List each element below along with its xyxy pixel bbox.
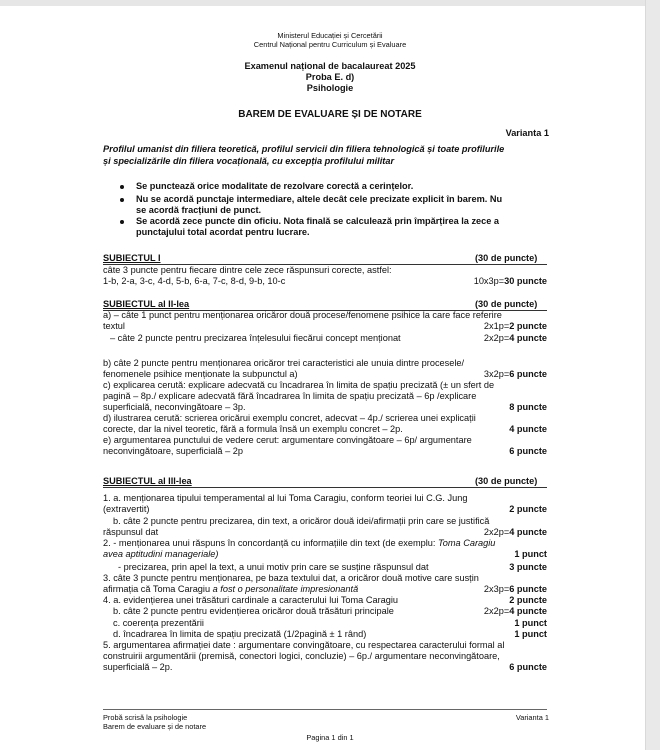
s3-3-line-2: afirmația că Toma Caragiu a fost o personalitate impresionantă — [103, 584, 359, 594]
s2-a-line-3: – câte 2 puncte pentru precizarea înțelesului fiecărui concept menționat — [110, 333, 401, 343]
subject-3-title: SUBIECTUL al III-lea — [103, 476, 192, 486]
rule-2-line-2: se acordă fracțiuni de punct. — [136, 205, 262, 215]
s3-5-line-3: superficială – 2p. — [103, 662, 173, 672]
footer-rule — [103, 709, 547, 710]
footer-variant: Varianta 1 — [515, 713, 549, 722]
page-number: Pagina 1 din 1 — [306, 733, 354, 742]
s2-a-line-2: textul — [103, 321, 125, 331]
s3-2-line-2: avea aptitudini manageriale) — [103, 549, 219, 559]
bullet-2 — [120, 198, 124, 202]
s3-2-score-1: 1 punct — [514, 549, 547, 559]
s3-3-line-1: 3. câte 3 puncte pentru menționarea, pe baza textului dat, a oricăror două motive care susțin — [103, 573, 479, 583]
s3-2-score-2: 3 puncte — [509, 562, 547, 572]
rule-3-line-1: Se acordă zece puncte din oficiu. Nota finală se calculează prin împărțirea la zece a — [136, 216, 500, 226]
s3-1a-line-2: (extravertit) — [103, 504, 150, 514]
s2-b-line-1: b) câte 2 puncte pentru menționarea oricăror trei caracteristici ale unuia dintre procesele/ — [103, 358, 465, 368]
bullet-1 — [120, 185, 124, 189]
subject-3-rule — [103, 487, 547, 488]
subject-3-points: (30 de puncte) — [475, 476, 538, 486]
s1-score: 10x3p=30 puncte — [473, 276, 547, 286]
s3-4b-line: b. câte 2 puncte pentru evidențierea oricăror două trăsături principale — [113, 606, 394, 616]
s2-a-score-2: 2x2p=4 puncte — [483, 333, 547, 343]
footer-left-1: Probă scrisă la psihologie — [103, 713, 188, 722]
s3-1a-score: 2 puncte — [509, 504, 547, 514]
s3-4c-line: c. coerența prezentării — [113, 618, 204, 628]
ministry-line: Ministerul Educației și Cercetării — [277, 31, 383, 40]
s3-5-score: 6 puncte — [509, 662, 547, 672]
footer-left-2: Barem de evaluare și de notare — [103, 722, 207, 731]
s3-1b-line-2: răspunsul dat — [103, 527, 159, 537]
s3-2-line-3: - precizarea, prin apel la text, a unui motiv prin care se susține răspunsul dat — [118, 562, 429, 572]
s2-d-line-2: corecte, dar la nivel teoretic, fără a formula însă un exemplu concret – 2p. — [103, 424, 403, 434]
s2-e-score: 6 puncte — [509, 446, 547, 456]
s1-line-1: câte 3 puncte pentru fiecare dintre cele zece răspunsuri corecte, astfel: — [103, 265, 392, 275]
profile-line-1: Profilul umanist din filiera teoretică, profilul servicii din filiera tehnologică și toate profilurile — [103, 144, 505, 154]
exam-title: Examenul național de bacalaureat 2025 — [244, 61, 416, 71]
s3-1b-line-1: b. câte 2 puncte pentru precizarea, din text, a oricăror două idei/afirmații prin care se justifică — [113, 516, 490, 526]
s3-5-line-1: 5. argumentarea afirmației date : argumentare convingătoare, cu respectarea caracterului formal al — [103, 640, 505, 650]
s2-a-line-1: a) – câte 1 punct pentru menționarea oricăror două procese/fenomene psihice la care face referire — [103, 310, 502, 320]
center-line: Centrul Național pentru Curriculum și Evaluare — [253, 40, 407, 49]
s2-e-line-1: e) argumentarea punctului de vedere cerut: argumentare convingătoare – 6p/ argumentare — [103, 435, 472, 445]
rule-3-line-2: punctajului total acordat pentru lucrare. — [136, 227, 310, 237]
exam-subject: Psihologie — [306, 83, 354, 93]
rule-2-line-1: Nu se acordă punctaje intermediare, altele decât cele precizate explicit în barem. Nu — [136, 194, 503, 204]
subject-2-points: (30 de puncte) — [475, 299, 538, 309]
s2-c-line-2: pagină – 8p./ explicare adecvată fără încadrarea în limita de spațiu precizată – 6p /explicare — [103, 391, 477, 401]
s2-c-score: 8 puncte — [509, 402, 547, 412]
subject-1-points: (30 de puncte) — [475, 253, 538, 263]
rule-1: Se punctează orice modalitate de rezolvare corectă a cerințelor. — [136, 181, 414, 191]
s3-1a-line-1: 1. a. menționarea tipului temperamental al lui Toma Caragiu, conform teoriei lui C.G. Jung — [103, 493, 468, 503]
s3-4d-line: d. încadrarea în limita de spațiu precizată (1/2pagină ± 1 rând) — [113, 629, 367, 639]
s2-d-line-1: d) ilustrarea cerută: scrierea oricărui exemplu concret, adecvat – 4p./ scrierea unei explicații — [103, 413, 476, 423]
s2-b-line-2: fenomenele psihice menționate la subpunctul a) — [103, 369, 298, 379]
s3-3-score: 2x3p=6 puncte — [483, 584, 547, 594]
s2-c-line-3: superficială, neconvingătoare – 3p. — [103, 402, 246, 412]
s1-line-2: 1-b, 2-a, 3-c, 4-d, 5-b, 6-a, 7-c, 8-d, 9-b, 10-c — [103, 276, 286, 286]
s2-d-score: 4 puncte — [509, 424, 547, 434]
s2-b-score: 3x2p=6 puncte — [483, 369, 547, 379]
s3-1b-score: 2x2p=4 puncte — [483, 527, 547, 537]
s3-4d-score: 1 punct — [514, 629, 547, 639]
s3-2-line-1: 2. - menționarea unui răspuns în concordanță cu informațiile din text (de exemplu: Toma Caragiu — [103, 538, 496, 548]
bullet-3 — [120, 220, 124, 224]
barem-title: BAREM DE EVALUARE ȘI DE NOTARE — [238, 109, 422, 120]
subject-1-title: SUBIECTUL I — [103, 253, 161, 263]
s3-4c-score: 1 punct — [514, 618, 547, 628]
exam-proba: Proba E. d) — [305, 72, 355, 82]
s3-5-line-2: construirii argumentării (premisă, conectori logici, concluzie) – 6p./ argumentare neconvingătoare, — [103, 651, 500, 661]
s3-4b-score: 2x2p=4 puncte — [483, 606, 547, 616]
s3-4a-score: 2 puncte — [509, 595, 547, 605]
s2-a-score: 2x1p=2 puncte — [483, 321, 547, 331]
variant-label: Varianta 1 — [505, 128, 549, 138]
s3-4a-line: 4. a. evidențierea unei trăsături cardinale a caracterului lui Toma Caragiu — [103, 595, 399, 605]
profile-line-2: și specializările din filiera vocațională, cu excepția profilului militar — [103, 156, 395, 166]
s2-c-line-1: c) explicarea cerută: explicare adecvată cu încadrarea în limita de spațiu precizată (± un sfert de — [103, 380, 495, 390]
subject-2-title: SUBIECTUL al II-lea — [103, 299, 190, 309]
document-page — [0, 6, 645, 750]
s2-e-line-2: neconvingătoare, superficială – 2p — [103, 446, 243, 456]
